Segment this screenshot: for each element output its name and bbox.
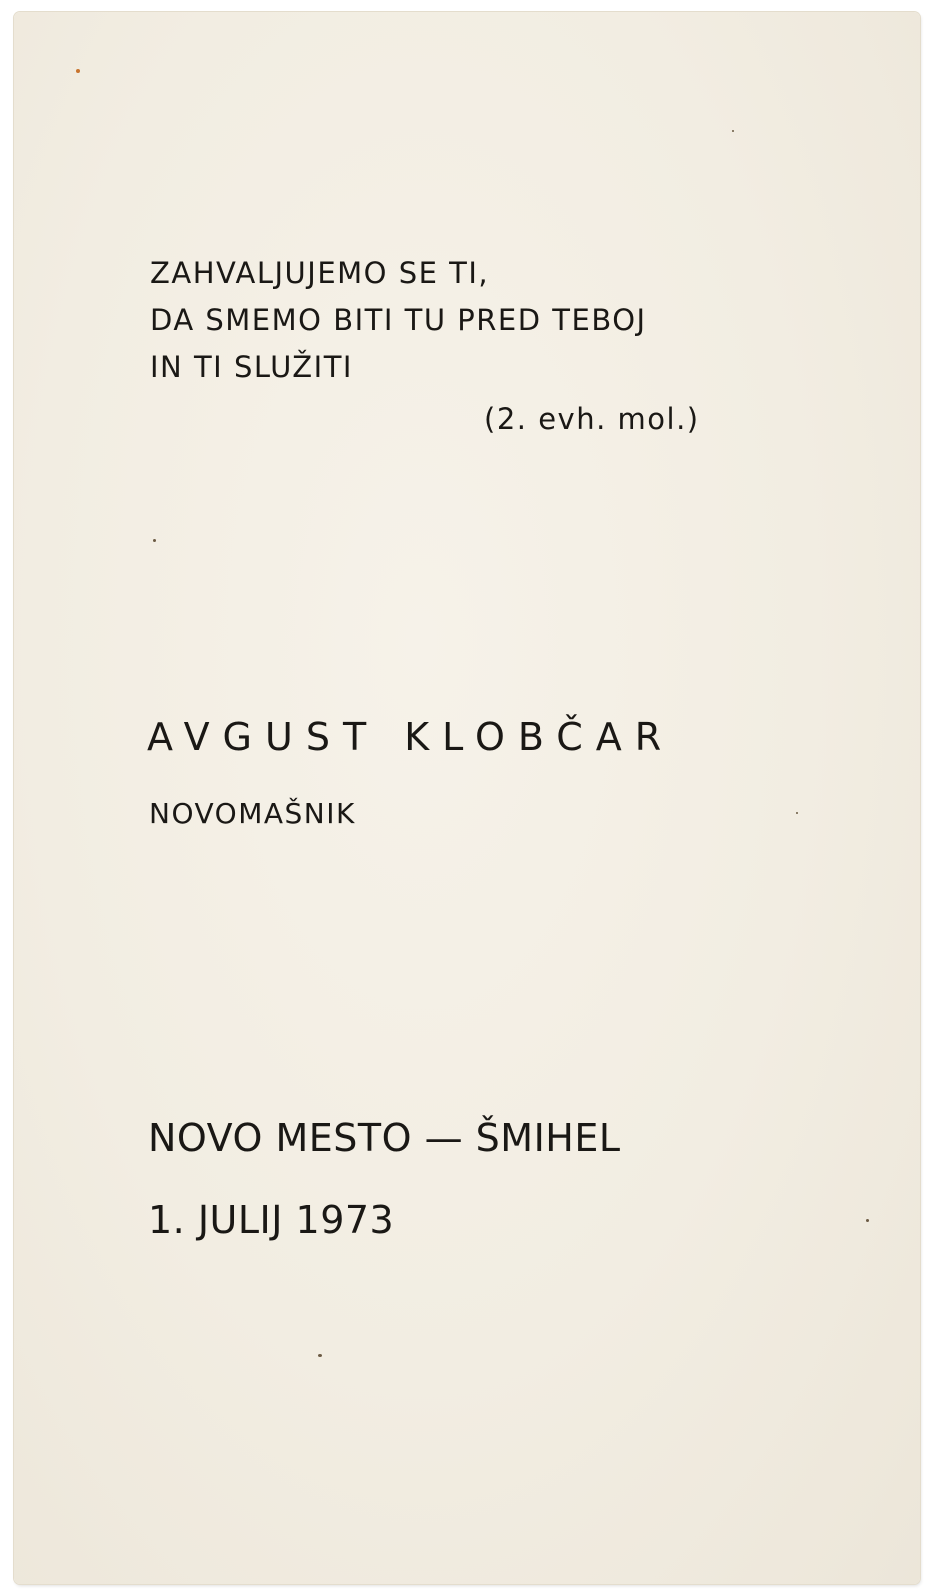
paper-speck (796, 812, 798, 814)
paper-speck (318, 1354, 322, 1357)
paper-speck (153, 539, 156, 542)
paper-speck (76, 69, 80, 73)
priest-role: NOVOMAŠNIK (149, 797, 356, 830)
paper-speck (732, 130, 734, 132)
paper-speck (866, 1219, 869, 1222)
ceremony-date: 1. JULIJ 1973 (148, 1198, 395, 1242)
ceremony-place: NOVO MESTO — ŠMIHEL (148, 1116, 621, 1160)
verse-line-2: DA SMEMO BITI TU PRED TEBOJ (150, 303, 647, 337)
verse-line-1: ZAHVALJUJEMO SE TI, (150, 256, 490, 290)
verse-line-3: IN TI SLUŽITI (150, 350, 353, 384)
priest-name: AVGUST KLOBČAR (147, 715, 675, 759)
holy-card (14, 12, 920, 1584)
verse-citation: (2. evh. mol.) (484, 402, 700, 436)
